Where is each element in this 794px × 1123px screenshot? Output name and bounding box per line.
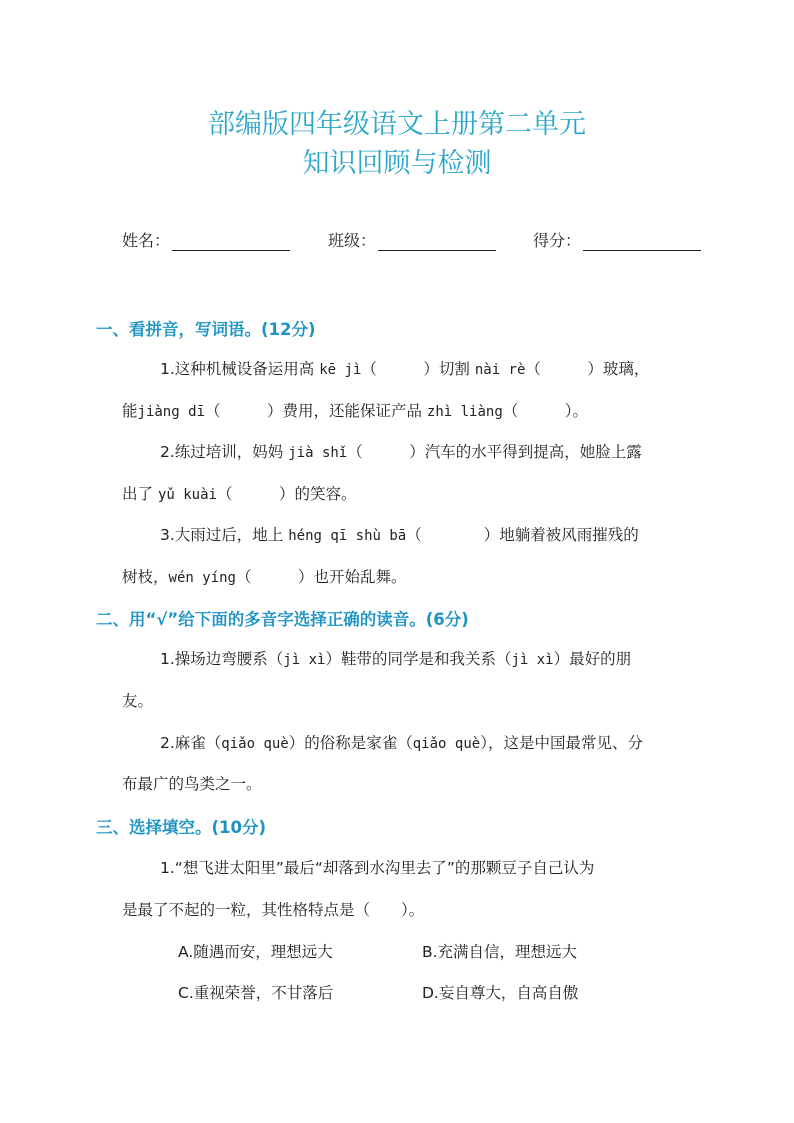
pinyin: zhì liàng (426, 404, 503, 420)
pinyin-choice[interactable]: qiǎo què (221, 736, 289, 752)
text: 2.练过培训，妈妈 (160, 443, 284, 461)
score-field[interactable] (533, 228, 701, 251)
document-title-line1: 部编版四年级语文上册第二单元 (208, 109, 586, 140)
text: （ ）费用，还能保证产品 (204, 402, 422, 420)
option-b[interactable]: B.充满自信，理想远大 (422, 943, 578, 961)
s1-q1-line1 (160, 357, 649, 379)
section3-heading: 三、选择填空。(10分) (96, 818, 267, 837)
section1-heading: 一、看拼音，写词语。(12分) (96, 320, 316, 339)
name-blank[interactable] (172, 234, 290, 251)
pinyin-choice[interactable]: qiǎo què (412, 736, 481, 752)
pinyin: yǔ kuài (157, 487, 217, 503)
text: ）最好的朋 (553, 650, 632, 668)
s1-q2-line1 (160, 440, 642, 462)
option-d[interactable]: D.妄自尊大，自高自傲 (422, 984, 579, 1002)
class-field[interactable] (328, 228, 496, 251)
text: 3.大雨过后，地上 (160, 526, 284, 544)
text: ），这是中国最常见、分 (480, 734, 643, 752)
pinyin: wén yíng (168, 570, 236, 586)
pinyin: héng qī shù bā (288, 528, 407, 544)
text: （ ）玻璃， (525, 360, 650, 378)
s1-q3-line1 (160, 523, 639, 545)
student-info-row (0, 228, 794, 256)
s3-q1-line1: 1.“想飞进太阳里”最后“却落到水沟里去了”的那颗豆子自己认为 (160, 859, 595, 877)
s1-q2-line2 (122, 482, 356, 504)
s3-q1-line2: 是最了不起的一粒，其性格特点是（ ）。 (122, 901, 425, 919)
text: （ ）切割 (361, 360, 470, 378)
pinyin-choice[interactable]: jì xì (511, 652, 554, 668)
pinyin: jiàng dī (137, 404, 205, 420)
option-c[interactable]: C.重视荣誉，不甘落后 (178, 984, 334, 1002)
document-title-line2: 知识回顾与检测 (302, 148, 492, 179)
section2-heading: 二、用“√”给下面的多音字选择正确的读音。(6分) (96, 610, 469, 629)
text: 1.这种机械设备运用高 (160, 360, 315, 378)
text: ）鞋带的同学是和我关系（ (325, 650, 512, 668)
text: 树枝， (122, 568, 169, 586)
text: 2.麻雀（ (160, 734, 222, 752)
text: （ ）的笑容。 (216, 485, 357, 503)
text: ）的俗称是家雀（ (288, 734, 413, 752)
s2-q1-line2: 友。 (122, 692, 154, 710)
pinyin: jià shǐ (288, 445, 348, 461)
text: 能 (122, 402, 138, 420)
score-blank[interactable] (583, 234, 701, 251)
s2-q1-line1 (160, 647, 631, 669)
score-label: 得分： (533, 231, 582, 250)
s1-q1-line2 (122, 399, 588, 421)
text: （ ）地躺着被风雨摧残的 (406, 526, 639, 544)
text: （ ）也开始乱舞。 (235, 568, 407, 586)
name-label: 姓名： (122, 231, 171, 250)
s2-q2-line2: 布最广的鸟类之一。 (122, 775, 262, 793)
text: 1.操场边弯腰系（ (160, 650, 284, 668)
pinyin: nài rè (474, 362, 526, 378)
pinyin: kē jì (319, 362, 362, 378)
option-a[interactable]: A.随遇而安，理想远大 (178, 943, 333, 961)
text: （ ）。 (502, 402, 589, 420)
class-blank[interactable] (378, 234, 496, 251)
s1-q3-line2 (122, 565, 406, 587)
text: （ ）汽车的水平得到提高，她脸上露 (347, 443, 642, 461)
text: 出了 (122, 485, 154, 503)
name-field[interactable] (122, 228, 290, 251)
s2-q2-line1 (160, 731, 643, 753)
pinyin-choice[interactable]: jì xì (283, 652, 326, 668)
class-label: 班级： (328, 231, 377, 250)
